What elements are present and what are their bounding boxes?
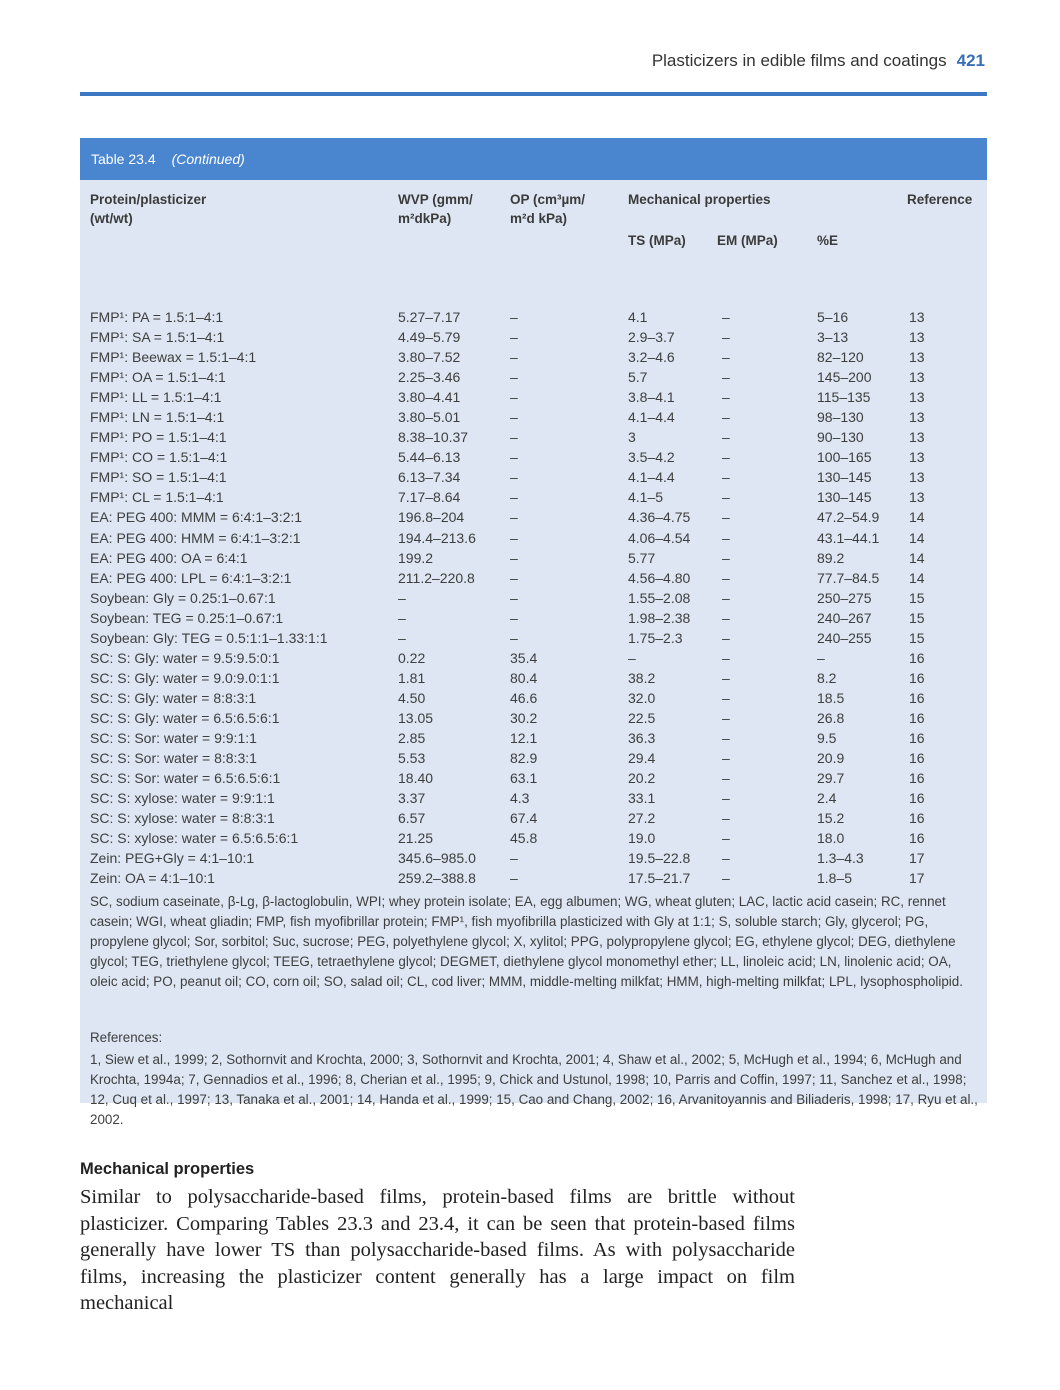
cell-reference: 13: [909, 309, 925, 325]
cell-ts: 5.7: [628, 369, 648, 386]
cell-protein: Zein: PEG+Gly = 4:1–10:1: [90, 850, 255, 867]
cell-ts: 2.9–3.7: [628, 329, 675, 346]
cell-e: 250–275: [817, 589, 872, 606]
cell-wvp: 3.80–7.52: [398, 349, 461, 366]
cell-reference: 13: [909, 489, 925, 506]
cell-protein: FMP¹: PA = 1.5:1–4:1: [90, 309, 224, 325]
cell-op: –: [510, 429, 518, 446]
body-paragraph: Similar to polysaccharide-based films, protein-based films are brittle without plasticizer. Comparing Tables 23.3 and 23.4, it can be seen that protein-based films generally have lower TS than polysaccharide-based films. As with polysaccharide films, increasing the plasticizer content generally has a large impact on film mechanical: [80, 1186, 795, 1314]
cell-em: –: [722, 309, 730, 325]
table-panel: [80, 138, 987, 1127]
cell-protein: SC: S: Gly: water = 8:8:3:1: [90, 689, 257, 706]
cell-em: –: [722, 750, 730, 767]
cell-e: 3–13: [817, 329, 849, 346]
header-wvp: WVP (gmm/ m²dkPa): [398, 192, 473, 226]
cell-ts: 33.1: [628, 790, 656, 807]
cell-e: 29.7: [817, 770, 845, 787]
cell-protein: Zein: OA = 4:1–10:1: [90, 870, 215, 887]
cell-reference: 16: [909, 689, 925, 706]
cell-wvp: 3.80–5.01: [398, 409, 461, 426]
table-row: [80, 869, 987, 889]
cell-e: –: [817, 649, 825, 666]
cell-op: –: [510, 489, 518, 506]
cell-wvp: 4.50: [398, 689, 426, 706]
cell-op: –: [510, 449, 518, 466]
cell-e: 1.8–5: [817, 870, 853, 887]
cell-wvp: 6.13–7.34: [398, 469, 461, 486]
table-row: [80, 729, 987, 749]
cell-wvp: 196.8–204: [398, 509, 465, 526]
cell-e: 98–130: [817, 409, 864, 426]
cell-em: –: [722, 549, 730, 566]
header-protein: Protein/plasticizer (wt/wt): [90, 192, 207, 226]
cell-wvp: 345.6–985.0: [398, 850, 476, 867]
cell-reference: 14: [909, 529, 925, 546]
cell-wvp: 5.27–7.17: [398, 309, 461, 325]
header-reference: Reference: [907, 192, 973, 207]
cell-reference: 14: [909, 549, 925, 566]
cell-em: –: [722, 529, 730, 546]
cell-e: 240–267: [817, 609, 872, 626]
running-head: [652, 51, 985, 71]
cell-e: 100–165: [817, 449, 872, 466]
cell-em: –: [722, 830, 730, 847]
cell-wvp: –: [398, 609, 406, 626]
cell-op: –: [510, 569, 518, 586]
cell-wvp: 0.22: [398, 649, 426, 666]
cell-e: 89.2: [817, 549, 845, 566]
cell-e: 43.1–44.1: [817, 529, 880, 546]
abbreviations-note: SC, sodium caseinate, β-Lg, β-lactoglobulin, WPI; whey protein isolate; EA, egg albumen; WG, wheat gluten; LAC, lactic acid casein; RC, rennet casein; WGI, wheat gliadin; FMP, fish myofibrillar protein; FMP¹, fish myofibrilla plasticized with Gly at 1:1; S, soluble starch; Gly, glycerol; PG, propylene glycol; Sor, sorbitol; Suc, sucrose; PEG, polyethylene glycol; X, xylitol; PPG, polypropylene glycol; EG, ethylene glycol; DEG, diethylene glycol; TEG, triethylene glycol; TEEG, tetraethylene glycol; DEGMET, diethylene glycol monomethyl ether; LL, linoleic acid; LN, linolenic acid; OA, oleic acid; PO, peanut oil; CO, corn oil; SO, salad oil; CL, cod liver; MMM, middle-melting milkfat; HMM, high-melting milkfat; LPL, lysophospholipid.: [90, 894, 963, 989]
cell-protein: EA: PEG 400: OA = 6:4:1: [90, 549, 248, 566]
cell-em: –: [722, 770, 730, 787]
cell-reference: 13: [909, 369, 925, 386]
cell-em: –: [722, 609, 730, 626]
cell-ts: 4.1: [628, 309, 648, 325]
cell-reference: 16: [909, 649, 925, 666]
table-row: [80, 348, 987, 368]
table-row: [80, 669, 987, 689]
table-label: Table 23.4: [91, 151, 156, 167]
table-row: [80, 508, 987, 528]
table-row: [80, 468, 987, 488]
cell-em: –: [722, 429, 730, 446]
cell-ts: 4.1–5: [628, 489, 664, 506]
cell-em: –: [722, 649, 730, 666]
cell-reference: 16: [909, 770, 925, 787]
cell-op: –: [510, 629, 518, 646]
cell-op: –: [510, 409, 518, 426]
header-e: %E: [817, 233, 839, 248]
header-mechanical: Mechanical properties: [628, 192, 771, 207]
cell-e: 130–145: [817, 489, 872, 506]
table-row: [80, 488, 987, 508]
cell-op: –: [510, 309, 518, 325]
cell-reference: 17: [909, 850, 925, 867]
cell-wvp: 21.25: [398, 830, 434, 847]
cell-ts: 29.4: [628, 750, 656, 767]
cell-reference: 15: [909, 609, 925, 626]
cell-reference: 17: [909, 870, 925, 887]
cell-e: 5–16: [817, 309, 849, 325]
cell-ts: 4.06–4.54: [628, 529, 691, 546]
cell-em: –: [722, 669, 730, 686]
cell-protein: FMP¹: CO = 1.5:1–4:1: [90, 449, 228, 466]
cell-wvp: 1.81: [398, 669, 426, 686]
table-row: [80, 789, 987, 809]
cell-op: 45.8: [510, 830, 538, 847]
cell-ts: 1.55–2.08: [628, 589, 691, 606]
cell-protein: EA: PEG 400: LPL = 6:4:1–3:2:1: [90, 569, 292, 586]
cell-protein: Soybean: Gly = 0.25:1–0.67:1: [90, 589, 276, 606]
cell-protein: SC: S: Gly: water = 9.0:9.0:1:1: [90, 669, 280, 686]
cell-wvp: 13.05: [398, 709, 434, 726]
cell-wvp: –: [398, 629, 406, 646]
cell-op: 80.4: [510, 669, 538, 686]
cell-wvp: 4.49–5.79: [398, 329, 461, 346]
cell-reference: 16: [909, 790, 925, 807]
header-em: EM (MPa): [717, 233, 778, 248]
cell-em: –: [722, 349, 730, 366]
cell-protein: FMP¹: OA = 1.5:1–4:1: [90, 369, 226, 386]
cell-wvp: 7.17–8.64: [398, 489, 461, 506]
cell-ts: 38.2: [628, 669, 656, 686]
cell-ts: 3: [628, 429, 636, 446]
cell-e: 15.2: [817, 810, 845, 827]
cell-e: 26.8: [817, 709, 845, 726]
cell-e: 18.5: [817, 689, 845, 706]
cell-op: –: [510, 389, 518, 406]
cell-em: –: [722, 449, 730, 466]
table-row: [80, 629, 987, 649]
table-title-bar: [80, 138, 987, 180]
table-row: [80, 549, 987, 569]
cell-reference: 15: [909, 589, 925, 606]
table-continued: (Continued): [171, 151, 245, 167]
cell-em: –: [722, 369, 730, 386]
cell-em: –: [722, 589, 730, 606]
cell-wvp: 3.80–4.41: [398, 389, 461, 406]
cell-wvp: 6.57: [398, 810, 426, 827]
cell-reference: 13: [909, 409, 925, 426]
cell-e: 77.7–84.5: [817, 569, 880, 586]
cell-protein: SC: S: xylose: water = 8:8:3:1: [90, 810, 275, 827]
cell-em: –: [722, 689, 730, 706]
table-row: [80, 569, 987, 589]
cell-ts: 22.5: [628, 709, 656, 726]
cell-ts: –: [628, 649, 636, 666]
cell-reference: 14: [909, 509, 925, 526]
cell-ts: 32.0: [628, 689, 656, 706]
table-row: [80, 388, 987, 408]
table-row: [80, 689, 987, 709]
table-row: [80, 749, 987, 769]
cell-reference: 13: [909, 329, 925, 346]
table-row: [80, 308, 987, 328]
cell-protein: FMP¹: Beewax = 1.5:1–4:1: [90, 349, 257, 366]
cell-reference: 16: [909, 709, 925, 726]
cell-e: 8.2: [817, 669, 837, 686]
cell-ts: 3.2–4.6: [628, 349, 675, 366]
cell-wvp: 3.37: [398, 790, 426, 807]
cell-op: 63.1: [510, 770, 538, 787]
cell-e: 115–135: [817, 389, 871, 406]
cell-op: –: [510, 469, 518, 486]
cell-op: –: [510, 509, 518, 526]
cell-op: 30.2: [510, 709, 538, 726]
cell-wvp: 259.2–388.8: [398, 870, 476, 887]
cell-protein: Soybean: Gly: TEG = 0.5:1:1–1.33:1:1: [90, 629, 328, 646]
cell-reference: 14: [909, 569, 925, 586]
table-row: [80, 448, 987, 468]
header-rule: [80, 92, 987, 96]
cell-em: –: [722, 810, 730, 827]
cell-ts: 17.5–21.7: [628, 870, 691, 887]
table-row: [80, 809, 987, 829]
cell-wvp: 18.40: [398, 770, 434, 787]
page-number: 421: [956, 51, 985, 70]
cell-ts: 19.0: [628, 830, 656, 847]
cell-reference: 16: [909, 750, 925, 767]
cell-wvp: 211.2–220.8: [398, 569, 475, 586]
cell-ts: 3.5–4.2: [628, 449, 675, 466]
cell-em: –: [722, 629, 730, 646]
cell-op: 46.6: [510, 689, 538, 706]
cell-e: 18.0: [817, 830, 845, 847]
cell-e: 240–255: [817, 629, 872, 646]
cell-protein: SC: S: Gly: water = 6.5:6.5:6:1: [90, 709, 280, 726]
cell-e: 82–120: [817, 349, 864, 366]
header-ts: TS (MPa): [628, 233, 686, 248]
cell-reference: 13: [909, 389, 925, 406]
header-op: OP (cm³µm/ m²d kPa): [510, 192, 586, 226]
cell-e: 130–145: [817, 469, 872, 486]
cell-wvp: 8.38–10.37: [398, 429, 469, 446]
cell-op: 82.9: [510, 750, 538, 767]
cell-e: 2.4: [817, 790, 837, 807]
cell-reference: 13: [909, 449, 925, 466]
cell-op: –: [510, 589, 518, 606]
cell-ts: 4.36–4.75: [628, 509, 691, 526]
cell-op: 35.4: [510, 649, 538, 666]
table-row: [80, 829, 987, 849]
cell-em: –: [722, 389, 730, 406]
table-row: [80, 849, 987, 869]
cell-ts: 3.8–4.1: [628, 389, 675, 406]
cell-ts: 36.3: [628, 729, 656, 746]
cell-wvp: 199.2: [398, 549, 434, 566]
cell-protein: FMP¹: CL = 1.5:1–4:1: [90, 489, 224, 506]
table-row: [80, 328, 987, 348]
cell-em: –: [722, 329, 730, 346]
cell-reference: 16: [909, 810, 925, 827]
cell-op: 12.1: [510, 729, 538, 746]
cell-protein: FMP¹: SA = 1.5:1–4:1: [90, 329, 225, 346]
cell-protein: EA: PEG 400: MMM = 6:4:1–3:2:1: [90, 509, 303, 526]
cell-em: –: [722, 709, 730, 726]
cell-ts: 5.77: [628, 549, 656, 566]
table-row: [80, 609, 987, 629]
cell-reference: 16: [909, 729, 925, 746]
cell-op: –: [510, 369, 518, 386]
cell-op: –: [510, 549, 518, 566]
cell-em: –: [722, 509, 730, 526]
cell-ts: 4.1–4.4: [628, 409, 675, 426]
cell-e: 90–130: [817, 429, 864, 446]
cell-ts: 19.5–22.8: [628, 850, 691, 867]
cell-op: –: [510, 349, 518, 366]
table-row: [80, 408, 987, 428]
cell-e: 9.5: [817, 729, 837, 746]
cell-reference: 13: [909, 429, 925, 446]
cell-protein: EA: PEG 400: HMM = 6:4:1–3:2:1: [90, 529, 301, 546]
table-row: [80, 709, 987, 729]
cell-em: –: [722, 850, 730, 867]
cell-ts: 20.2: [628, 770, 656, 787]
cell-e: 1.3–4.3: [817, 850, 864, 867]
cell-protein: SC: S: Gly: water = 9.5:9.5:0:1: [90, 649, 280, 666]
cell-em: –: [722, 569, 730, 586]
cell-protein: Soybean: TEG = 0.25:1–0.67:1: [90, 609, 284, 626]
cell-ts: 1.98–2.38: [628, 609, 691, 626]
running-head-title: Plasticizers in edible films and coatings: [651, 51, 947, 70]
cell-em: –: [722, 469, 730, 486]
table-row: [80, 368, 987, 388]
cell-protein: SC: S: xylose: water = 6.5:6.5:6:1: [90, 830, 299, 847]
table-rows: [80, 308, 987, 889]
cell-em: –: [722, 729, 730, 746]
cell-protein: FMP¹: PO = 1.5:1–4:1: [90, 429, 227, 446]
cell-wvp: –: [398, 589, 406, 606]
cell-wvp: 194.4–213.6: [398, 529, 476, 546]
cell-reference: 16: [909, 669, 925, 686]
cell-em: –: [722, 870, 730, 887]
cell-wvp: 2.25–3.46: [398, 369, 461, 386]
references-label: References:: [90, 1030, 163, 1045]
cell-protein: SC: S: Sor: water = 6.5:6.5:6:1: [90, 770, 281, 787]
section-heading: Mechanical properties: [80, 1160, 255, 1178]
cell-em: –: [722, 489, 730, 506]
cell-protein: SC: S: Sor: water = 8:8:3:1: [90, 750, 257, 767]
cell-op: –: [510, 529, 518, 546]
cell-op: –: [510, 850, 518, 867]
cell-protein: SC: S: Sor: water = 9:9:1:1: [90, 729, 257, 746]
cell-ts: 4.56–4.80: [628, 569, 691, 586]
cell-op: –: [510, 609, 518, 626]
cell-protein: FMP¹: LN = 1.5:1–4:1: [90, 409, 225, 426]
cell-ts: 4.1–4.4: [628, 469, 675, 486]
cell-ts: 1.75–2.3: [628, 629, 683, 646]
cell-wvp: 5.53: [398, 750, 426, 767]
cell-e: 145–200: [817, 369, 872, 386]
table-row: [80, 649, 987, 669]
cell-op: –: [510, 329, 518, 346]
cell-reference: 15: [909, 629, 925, 646]
table-row: [80, 428, 987, 448]
cell-em: –: [722, 790, 730, 807]
cell-ts: 27.2: [628, 810, 656, 827]
cell-protein: FMP¹: LL = 1.5:1–4:1: [90, 389, 222, 406]
cell-e: 47.2–54.9: [817, 509, 880, 526]
cell-op: 4.3: [510, 790, 530, 807]
cell-protein: SC: S: xylose: water = 9:9:1:1: [90, 790, 275, 807]
table-row: [80, 769, 987, 789]
cell-wvp: 5.44–6.13: [398, 449, 461, 466]
cell-op: –: [510, 870, 518, 887]
references-list: 1, Siew et al., 1999; 2, Sothornvit and Krochta, 2000; 3, Sothornvit and Krochta, 2001; 4, Shaw et al., 2002; 5, McHugh et al., 1994; 6, McHugh and Krochta, 1994a; 7, Gennadios et al., 1996; 8, Cherian et al., 1995; 9, Chick and Ustunol, 1998; 10, Parris and Coffin, 1997; 11, Sanchez et al., 1998; 12, Cuq et al., 1997; 13, Tanaka et al., 2001; 14, Handa et al., 1999; 15, Cao and Chang, 2002; 16, Arvanitoyannis and Biliaderis, 1998; 17, Ryu et al., 2002.: [90, 1052, 978, 1127]
cell-op: 67.4: [510, 810, 538, 827]
cell-wvp: 2.85: [398, 729, 426, 746]
cell-reference: 13: [909, 469, 925, 486]
table-row: [80, 529, 987, 549]
cell-protein: FMP¹: SO = 1.5:1–4:1: [90, 469, 227, 486]
cell-reference: 16: [909, 830, 925, 847]
cell-em: –: [722, 409, 730, 426]
table-row: [80, 589, 987, 609]
cell-e: 20.9: [817, 750, 845, 767]
cell-reference: 13: [909, 349, 925, 366]
